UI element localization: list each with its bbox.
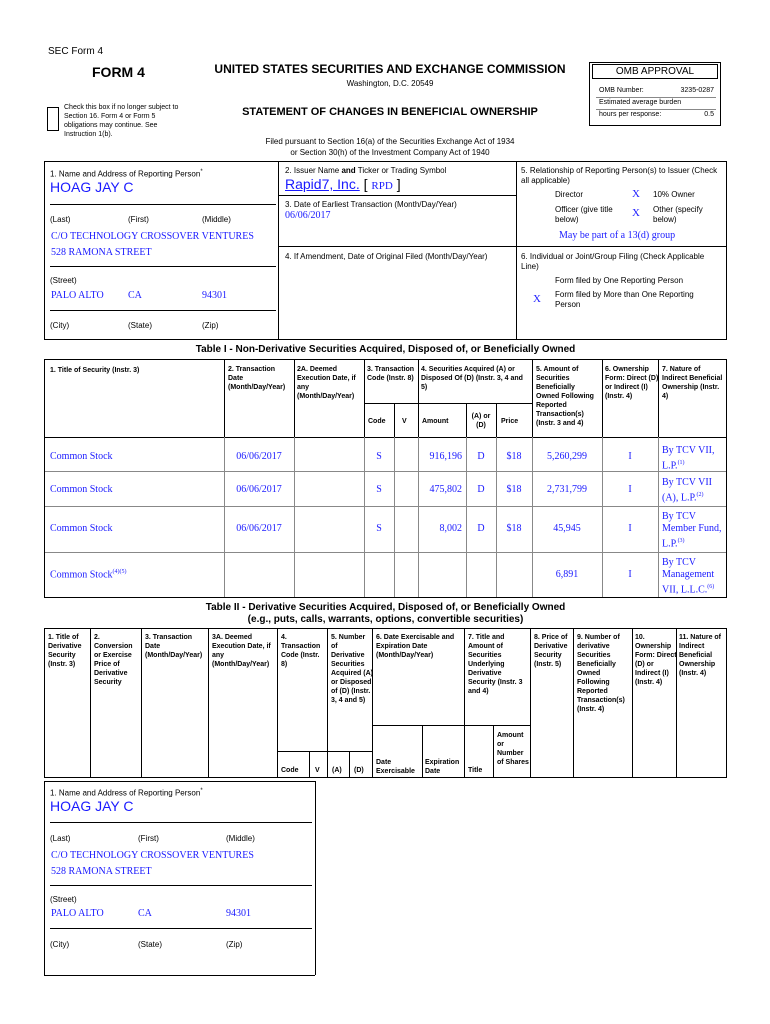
last2-label: (Last): [50, 834, 71, 843]
t1-h-price: Price: [501, 418, 519, 425]
t1-r4-title: Common Stock$^{(4)(5)}$: [50, 569, 127, 581]
no-longer-subject-checkbox[interactable]: [47, 107, 59, 131]
earliest-date-label: 3. Date of Earliest Transaction (Month/Day/Year): [285, 200, 457, 209]
group-note: May be part of a 13(d) group: [559, 230, 676, 241]
t1-h-date: 2. Transaction Date (Month/Day/Year): [228, 366, 286, 391]
filed-line-1: Filed pursuant to Section 16(a) of the Securities Exchange Act of 1934: [265, 137, 515, 146]
zip2-label: (Zip): [226, 940, 243, 949]
city2-label: (City): [50, 940, 70, 949]
omb-title: OMB APPROVAL: [592, 64, 718, 79]
agency-location: Washington, D.C. 20549: [346, 79, 434, 88]
director-label: Director: [555, 190, 584, 199]
t1-r1-code: S: [376, 451, 382, 462]
more-person-label: Form filed by More than One Reporting Person: [555, 290, 694, 309]
t1-r3-date: 06/06/2017: [236, 523, 282, 534]
city-label: (City): [50, 321, 70, 330]
t1-r1-form: I: [628, 451, 632, 462]
t1-h-amount: Amount: [422, 418, 449, 425]
reporting-person-label: 1. Name and Address of Reporting Person*: [50, 169, 203, 179]
middle-label: (Middle): [202, 215, 231, 224]
zip-label: (Zip): [202, 321, 219, 330]
filed-pursuant: [180, 136, 600, 158]
more-person-mark[interactable]: X: [533, 293, 541, 305]
t2-h-code: 4. Transaction Code (Instr. 8): [281, 634, 321, 668]
t1-r1-price: $18: [506, 451, 522, 462]
t1-r1-date: 06/06/2017: [236, 451, 282, 462]
state-label: (State): [128, 321, 153, 330]
t1-r4-owned: 6,891: [555, 569, 579, 580]
t1-r3-amount: 8,002: [439, 523, 462, 534]
omb-burden-label: Estimated average burden: [599, 99, 682, 106]
t1-r3-ad: D: [477, 523, 485, 534]
t2-h-code-sub: Code: [281, 767, 299, 774]
street2-label: (Street): [50, 895, 77, 904]
issuer-name-link[interactable]: Rapid7, Inc.: [285, 176, 360, 192]
earliest-date-value: 06/06/2017: [285, 210, 331, 221]
t1-r2-title: Common Stock: [50, 484, 113, 495]
t1-r2-code: S: [376, 484, 382, 495]
table2-title-block: [44, 602, 727, 626]
t1-r1-ad: D: [477, 451, 485, 462]
t1-r3-owned: 45,945: [553, 523, 581, 534]
relationship-label: 5. Relationship of Reporting Person(s) to Issuer (Check all applicable): [521, 166, 718, 185]
t1-r2-nature: By TCV VII (A), L.P.$^{(2)}$: [662, 477, 713, 504]
t1-h-v: V: [402, 418, 407, 425]
t1-r2-ad: D: [477, 484, 485, 495]
t2-h-owned: 9. Number of derivative Securities Beneficially Owned Following Reported Transaction(s) (Instr. 4): [577, 634, 625, 713]
sec-form-label: SEC Form 4: [48, 46, 104, 57]
table2-subtitle: (e.g., puts, calls, warrants, options, convertible securities): [247, 614, 524, 625]
last-label: (Last): [50, 215, 71, 224]
street-label: (Street): [50, 276, 77, 285]
form-title: FORM 4: [92, 64, 145, 80]
table2-title: Table II - Derivative Securities Acquired, Disposed of, or Beneficially Owned: [205, 602, 566, 613]
address-line-2: 528 RAMONA STREET: [51, 247, 152, 258]
t1-h-deemed: 2A. Deemed Execution Date, if any (Month/Day/Year): [297, 366, 356, 400]
t1-r2-date: 06/06/2017: [236, 484, 282, 495]
t2-h-conversion: 2. Conversion or Exercise Price of Derivative Security: [94, 634, 133, 686]
t2-h-title: 1. Title of Derivative Security (Instr. 3): [48, 634, 82, 668]
t1-r3-form: I: [628, 523, 632, 534]
address2-line-1: C/O TECHNOLOGY CROSSOVER VENTURES: [51, 850, 254, 861]
ten-percent-label: 10% Owner: [653, 190, 695, 199]
t2-h-expiration: Expiration Date: [425, 759, 460, 775]
t1-r2-amount: 475,802: [429, 484, 462, 495]
issuer-ticker: RPD: [371, 180, 393, 192]
t1-r3-code: S: [376, 523, 382, 534]
t1-r1-nature: By TCV VII, L.P.$^{(1)}$: [662, 445, 715, 472]
t2-h-exercisable: 6. Date Exercisable and Expiration Date (Month/Day/Year): [376, 634, 455, 659]
city-value: PALO ALTO: [51, 290, 104, 301]
t1-h-code: 3. Transaction Code (Instr. 8): [367, 366, 415, 382]
t1-r1-owned: 5,260,299: [547, 451, 587, 462]
agency-title: UNITED STATES SECURITIES AND EXCHANGE COMMISSION: [214, 62, 566, 76]
t2-h-v: V: [315, 767, 320, 774]
t2-h-deemed: 3A. Deemed Execution Date, if any (Month/Day/Year): [212, 634, 271, 668]
t1-h-form: 6. Ownership Form: Direct (D) or Indirect (I) (Instr. 4): [605, 366, 659, 400]
t1-r4-form: I: [628, 569, 632, 580]
zip-value: 94301: [202, 290, 227, 301]
other-label: Other (specify below): [653, 205, 703, 224]
other-mark[interactable]: X: [632, 207, 640, 219]
t2-h-date-exercisable: Date Exercisable: [376, 759, 415, 775]
filing-label: 6. Individual or Joint/Group Filing (Check Applicable Line): [521, 252, 705, 271]
reporting-person2-label: 1. Name and Address of Reporting Person*: [50, 788, 203, 798]
state-value: CA: [128, 290, 142, 301]
omb-number-value: 3235-0287: [680, 87, 714, 94]
state2-label: (State): [138, 940, 163, 949]
filed-line-2: or Section 30(h) of the Investment Company Act of 1940: [290, 148, 490, 157]
t1-r2-form: I: [628, 484, 632, 495]
address-line-1: C/O TECHNOLOGY CROSSOVER VENTURES: [51, 231, 254, 242]
reporting-person-name[interactable]: HOAG JAY C: [50, 179, 134, 195]
t1-r2-price: $18: [506, 484, 522, 495]
t1-r3-price: $18: [506, 523, 522, 534]
t2-h-amount-shares: Amount or Number of Shares: [497, 732, 529, 766]
t1-r1-amount: 916,196: [429, 451, 462, 462]
zip2-value: 94301: [226, 908, 251, 919]
t1-h-nature: 7. Nature of Indirect Beneficial Ownership (Instr. 4): [662, 366, 723, 400]
checkbox-text: Check this box if no longer subject to Section 16. Form 4 or Form 5 obligations may continue. See Instruction 1(b).: [64, 104, 179, 138]
ten-percent-mark[interactable]: X: [632, 188, 640, 200]
t2-h-number: 5. Number of Derivative Securities Acquired (A) or Disposed of (D) (Instr. 3, 4 and 5): [331, 634, 373, 704]
omb-hours-value: 0.5: [704, 111, 714, 118]
t1-r3-title: Common Stock: [50, 523, 113, 534]
omb-number-label: OMB Number:: [599, 87, 644, 94]
omb-hours-label: hours per response:: [599, 111, 662, 118]
t1-h-code-sub: Code: [368, 418, 386, 425]
one-person-label: Form filed by One Reporting Person: [555, 276, 684, 285]
t2-h-d: (D): [354, 767, 364, 774]
t2-h-date: 3. Transaction Date (Month/Day/Year): [145, 634, 203, 659]
t2-h-a: (A): [332, 767, 342, 774]
reporting-person2-name[interactable]: HOAG JAY C: [50, 798, 134, 814]
t1-h-owned: 5. Amount of Securities Beneficially Owned Following Reported Transaction(s) (Instr. 3 and 4): [536, 366, 594, 427]
table1-title: Table I - Non-Derivative Securities Acquired, Disposed of, or Beneficially Owned: [195, 344, 576, 355]
first-label: (First): [128, 215, 149, 224]
city2-value: PALO ALTO: [51, 908, 104, 919]
first2-label: (First): [138, 834, 159, 843]
statement-title: STATEMENT OF CHANGES IN BENEFICIAL OWNERSHIP: [242, 106, 538, 118]
state2-value: CA: [138, 908, 152, 919]
t1-r1-title: Common Stock: [50, 451, 113, 462]
t1-r4-nature: By TCV Management VII, L.L.C.$^{(6)}$: [662, 557, 715, 596]
issuer-name-line: Rapid7, Inc. [ RPD ]: [285, 176, 401, 192]
t1-r2-owned: 2,731,799: [547, 484, 587, 495]
t1-h-aord: (A) or (D): [471, 413, 491, 429]
t2-h-price: 8. Price of Derivative Security (Instr. 5): [534, 634, 568, 668]
t1-h-title: 1. Title of Security (Instr. 3): [50, 367, 140, 374]
t1-r3-nature: By TCV Member Fund, L.P.$^{(3)}$: [662, 511, 722, 550]
t1-h-securities: 4. Securities Acquired (A) or Disposed Of (D) (Instr. 3, 4 and 5): [421, 366, 523, 391]
middle2-label: (Middle): [226, 834, 255, 843]
amendment-label: 4. If Amendment, Date of Original Filed (Month/Day/Year): [285, 252, 488, 261]
issuer-label: 2. Issuer Name and Ticker or Trading Symbol: [285, 166, 447, 175]
address2-line-2: 528 RAMONA STREET: [51, 866, 152, 877]
t2-h-title-sub: Title: [468, 767, 483, 774]
t2-h-form: 10. Ownership Form: Direct (D) or Indirect (I) (Instr. 4): [635, 634, 677, 686]
t2-h-nature: 11. Nature of Indirect Beneficial Ownership (Instr. 4): [679, 634, 722, 677]
t2-h-underlying: 7. Title and Amount of Securities Underlying Derivative Security (Instr. 3 and 4): [468, 634, 523, 695]
officer-label: Officer (give title below): [555, 205, 613, 224]
